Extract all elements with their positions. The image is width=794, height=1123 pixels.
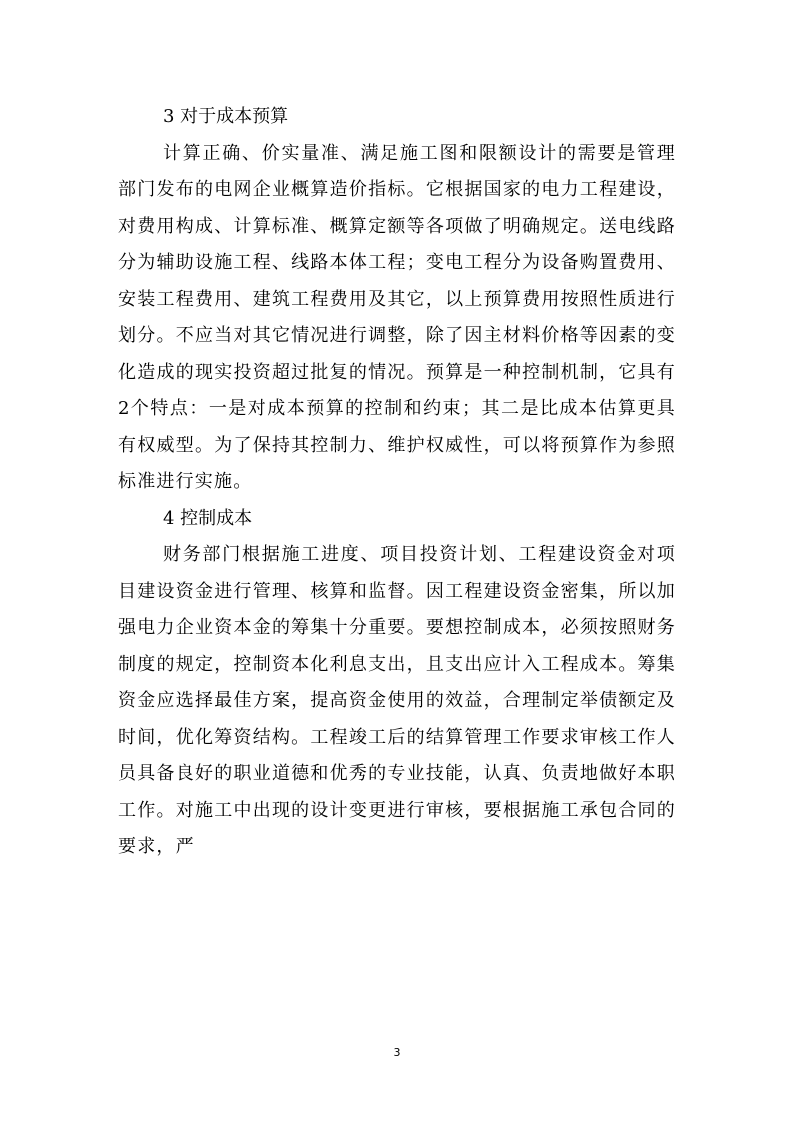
page-content [118, 99, 676, 866]
section-heading-cost-control: 4 控制成本 [163, 507, 253, 529]
section-heading-cost-budget: 3 对于成本预算 [163, 106, 289, 127]
paragraph-cost-budget: 计算正确、价实量准、满足施工图和限额设计的需要是管理部门发布的电网企业概算造价指标。它根据国家的电力工程建设，对费用构成、计算标准、概算定额等各项做了明确规定。送电线路分为辅助设施工程、线路本体工程；变电工程分为设备购置费用、安装工程费用、建筑工程费用及其它，以上预算费用按照性质进行划分。不应当对其它情况进行调整，除了因主材料价格等因素的变化造成的现实投资超过批复的情况。预算是一种控制机制，它具有2个特点：一是对成本预算的控制和约束；其二是比成本估算更具有权威型。为了保持其控制力、维护权威性，可以将预算作为参照标准进行实施。 [118, 142, 676, 492]
paragraph-cost-control: 财务部门根据施工进度、项目投资计划、工程建设资金对项目建设资金进行管理、核算和监督。因工程建设资金密集，所以加强电力企业资本金的筹集十分重要。要想控制成本，必须按照财务制度的规定，控制资本化利息支出，且支出应计入工程成本。筹集资金应选择最佳方案，提高资金使用的效益，合理制定举债额定及时间，优化筹资结构。工程竣工后的结算管理工作要求审核工作人员具备良好的职业道德和优秀的专业技能，认真、负责地做好本职工作。对施工中出现的设计变更进行审核，要根据施工承包合同的要求，严 [118, 544, 676, 857]
page-number: 3 [393, 1046, 401, 1059]
